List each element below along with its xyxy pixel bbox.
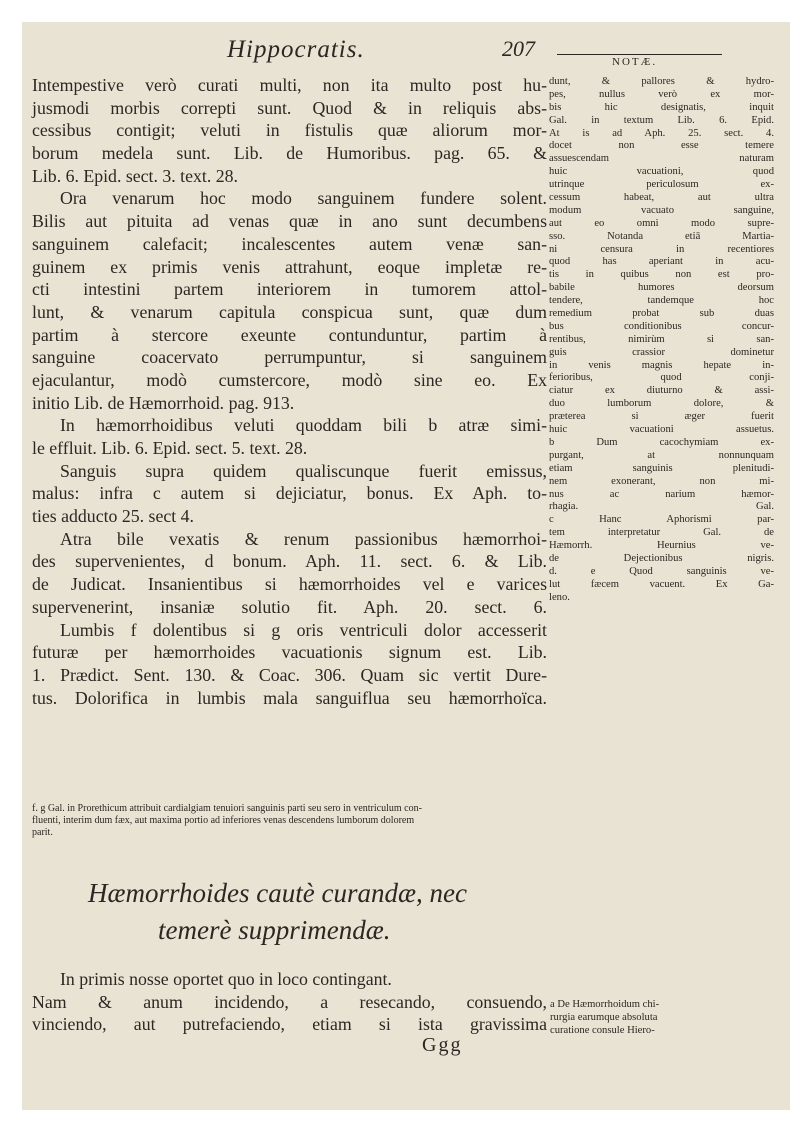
section-marginal-notes xyxy=(550,999,770,1038)
text-line: Nam & anum incidendo, a resecando, consuendo, xyxy=(32,991,547,1012)
text-line: tus. Dolorifica in lumbis mala sanguiflua seu hæmorrhoïca. xyxy=(32,687,547,708)
text-line: de Judicat. Insanientibus si hæmorrhoides vel e varices xyxy=(32,574,547,595)
note-line: d. e Quod sanguinis ve- xyxy=(549,565,774,577)
page-number: 207 xyxy=(502,36,535,61)
text-line: cessibus contigit; veluti in fistulis quæ aliorum mor- xyxy=(32,120,547,141)
section-heading-line-1: Hæmorrhoides cautè curandæ, nec xyxy=(88,878,467,908)
note-line: babile humores deorsum xyxy=(549,282,774,294)
note-line: Hæmorrh. Heurnius ve- xyxy=(549,540,774,552)
note-line: tendere, tandemque hoc xyxy=(549,295,774,307)
note-line: rurgia earumque absoluta xyxy=(550,1011,658,1023)
footnote-line: f. g Gal. in Prorethicum attribuit cardialgiam tenuiori sanguinis parti seu sero in ventriculum con- xyxy=(32,803,422,814)
note-line: purgant, at nonnunquam xyxy=(549,449,774,461)
text-line: sanguine coacervato perrumpuntur, si sanguinem xyxy=(32,347,547,368)
text-line: 1. Prædict. Sent. 130. & Coac. 306. Quam sic vertit Dure- xyxy=(32,664,547,685)
text-line: Lumbis f dolentibus si g oris ventriculi dolor accesserit xyxy=(60,619,547,640)
note-line: remedium probat sub duas xyxy=(549,308,774,320)
note-line: ciatur ex diuturno & assi- xyxy=(549,385,774,397)
note-line: dunt, & pallores & hydro- xyxy=(549,76,774,87)
text-line: ejaculantur, modò cumstercore, modò sine eo. Ex xyxy=(32,369,547,390)
note-line: tem interpretatur Gal. de xyxy=(549,527,774,539)
section-body-text xyxy=(32,968,547,1036)
header-rule xyxy=(557,54,722,55)
note-line: b Dum cacochymiam ex- xyxy=(549,436,774,448)
text-line: lunt, & venarum capitula conspicua sunt, quæ dum xyxy=(32,301,547,322)
note-line: lut fæcem vacuent. Ex Ga- xyxy=(549,578,774,590)
note-line: At is ad Aph. 25. sect. 4. xyxy=(549,127,774,139)
text-line: jusmodi morbis correpti sunt. Quod & in reliquis abs- xyxy=(32,97,547,118)
book-page xyxy=(22,22,790,1110)
text-line: initio Lib. de Hæmorrhoid. pag. 913. xyxy=(32,392,295,413)
note-line: duo lumborum dolore, & xyxy=(549,398,774,410)
notes-label: NOTÆ. xyxy=(612,56,658,68)
note-line: utrinque periculosum ex- xyxy=(549,179,774,191)
text-line: borum medela sunt. Lib. de Humoribus. pag. 65. & xyxy=(32,143,547,164)
note-line: bis hic designatis, inquit xyxy=(549,101,774,113)
text-line: Intempestive verò curati multi, non ita multo post hu- xyxy=(32,75,547,95)
note-line: modum vacuato sanguine, xyxy=(549,204,774,216)
main-text-column xyxy=(32,74,547,709)
note-line: tis in quibus non est pro- xyxy=(549,269,774,281)
text-line: partim à stercore exeunte contunduntur, partim à xyxy=(32,324,547,345)
note-line: assuescendam naturam xyxy=(549,153,774,165)
note-line: c Hanc Aphorismi par- xyxy=(549,514,774,526)
text-line: supervenerint, insaniæ solutio fit. Aph. 20. sect. 6. xyxy=(32,596,547,617)
note-line: ferioribus, quod conji- xyxy=(549,372,774,384)
text-line: cti intestini partem interiorem in tumorem attol- xyxy=(32,279,547,300)
note-line: huic vacuationi, quod xyxy=(549,166,774,178)
text-line: Lib. 6. Epid. sect. 3. text. 28. xyxy=(32,165,238,186)
note-line: in venis magnis hepate in- xyxy=(549,359,774,371)
text-line: malus: infra c autem si dejiciatur, bonus. Ex Aph. to- xyxy=(32,483,547,504)
note-line: curatione consule Hiero- xyxy=(550,1024,655,1036)
text-line: le effluit. Lib. 6. Epid. sect. 5. text. 28. xyxy=(32,438,308,458)
note-line: cessum habeat, aut ultra xyxy=(549,192,774,204)
note-line: aut eo omni modo supre- xyxy=(549,217,774,229)
footnote-block xyxy=(32,803,767,839)
note-line: a De Hæmorrhoidum chi- xyxy=(550,999,660,1010)
text-line: des supervenientes, d bonum. Aph. 11. sect. 6. & Lib. xyxy=(32,551,547,572)
note-line: huic vacuationi assuetus. xyxy=(549,424,774,436)
note-line: guis crassior dominetur xyxy=(549,346,774,358)
note-line: docet non esse temere xyxy=(549,140,774,152)
signature-mark: Ggg xyxy=(422,1034,463,1056)
text-line: Atra bile vexatis & renum passionibus hæmorrhoi- xyxy=(60,528,547,549)
note-line: ni censura in recentiores xyxy=(549,243,774,255)
note-line: nem exonerant, non mi- xyxy=(549,475,774,487)
note-line: bus conditionibus concur- xyxy=(549,320,774,332)
running-title: Hippocratis. xyxy=(227,36,365,63)
note-line: rentibus, nimirùm si san- xyxy=(549,333,774,345)
note-line: Gal. in textum Lib. 6. Epid. xyxy=(549,114,774,126)
note-line: præterea si æger fuerit xyxy=(549,411,774,423)
note-line: rhagia. Gal. xyxy=(549,501,774,513)
text-line: guinem ex primis venis attrahunt, eoque impletæ re- xyxy=(32,256,547,277)
note-line: pes, nullus verò ex mor- xyxy=(549,88,774,100)
text-line: In hæmorrhoidibus veluti quoddam bili b atræ simi- xyxy=(60,415,547,436)
note-line: etiam sanguinis plenitudi- xyxy=(549,462,774,474)
note-line: quod has aperiant in acu- xyxy=(549,256,774,268)
text-line: In primis nosse oportet quo in loco contingant. xyxy=(60,969,392,989)
note-line: nus ac narium hæmor- xyxy=(549,488,774,500)
text-line: Bilis aut pituita ad venas quæ in ano sunt decumbens xyxy=(32,211,547,232)
footnote-line: parit. xyxy=(32,827,53,838)
text-line: ties adducto 25. sect 4. xyxy=(32,506,194,527)
text-line: futuræ per hæmorrhoides vacuationis signum est. Lib. xyxy=(32,642,547,663)
text-line: Ora venarum hoc modo sanguinem fundere solent. xyxy=(60,188,547,209)
footnote-line: fluenti, interim dum fæx, aut maxima portio ad inferiores venas descendens lumborum dolorem xyxy=(32,815,415,826)
note-line: leno. xyxy=(549,591,570,603)
section-heading-line-2: temerè supprimendæ. xyxy=(158,915,391,945)
text-line: vinciendo, aut putrefaciendo, etiam si ista gravissima xyxy=(32,1014,547,1035)
text-line: sanguinem calefacit; incalescentes autem venæ san- xyxy=(32,233,547,254)
text-line: Sanguis supra quidem qualiscunque fuerit emissus, xyxy=(60,460,547,481)
note-line: de Dejectionibus nigris. xyxy=(549,552,774,564)
marginal-notes-column xyxy=(549,76,774,605)
note-line: sso. Notanda etiā Martia- xyxy=(549,230,774,242)
